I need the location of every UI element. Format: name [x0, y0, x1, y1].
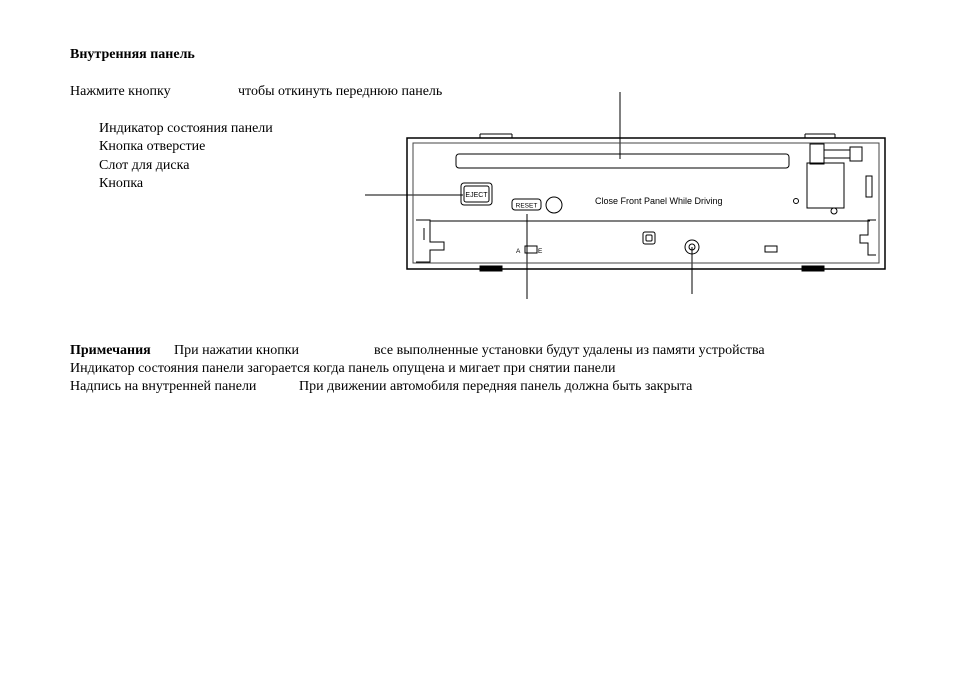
intro-part2: чтобы откинуть переднюю панель	[238, 84, 443, 99]
item-status-indicator: Индикатор состояния панели	[99, 121, 273, 136]
left-bracket	[416, 220, 444, 262]
notes-line1-part2: все выполненные установки будут удалены из памяти устройства	[374, 343, 765, 358]
notes-line3-part1: Надпись на внутренней панели	[70, 379, 257, 394]
notes-line1-part1: При нажатии кнопки	[174, 343, 300, 358]
intro-part1: Нажмите кнопку	[70, 84, 171, 99]
notes-line2: Индикатор состояния панели загорается когда панель опущена и мигает при снятии панели	[70, 361, 616, 376]
panel-warning-text: Close Front Panel While Driving	[595, 196, 723, 206]
ae-label-e: E	[538, 248, 543, 255]
page-title: Внутренняя панель	[70, 47, 195, 62]
bottom-tab-right	[802, 266, 824, 271]
reset-hole	[546, 197, 562, 213]
disc-slot	[456, 154, 789, 168]
right-mechanism	[807, 163, 844, 208]
notes-line3-part2: При движении автомобиля передняя панель должна быть закрыта	[299, 379, 693, 394]
notes-title: Примечания	[70, 343, 151, 358]
ae-label-a: A	[516, 248, 521, 255]
item-disc-slot: Слот для диска	[99, 158, 190, 173]
item-reset-hole: Кнопка отверстие	[99, 139, 206, 154]
reset-label: RESET	[515, 202, 538, 210]
item-eject-button: Кнопка	[99, 176, 144, 191]
eject-label: EJECT	[465, 192, 488, 199]
bottom-tab-left	[480, 266, 502, 271]
